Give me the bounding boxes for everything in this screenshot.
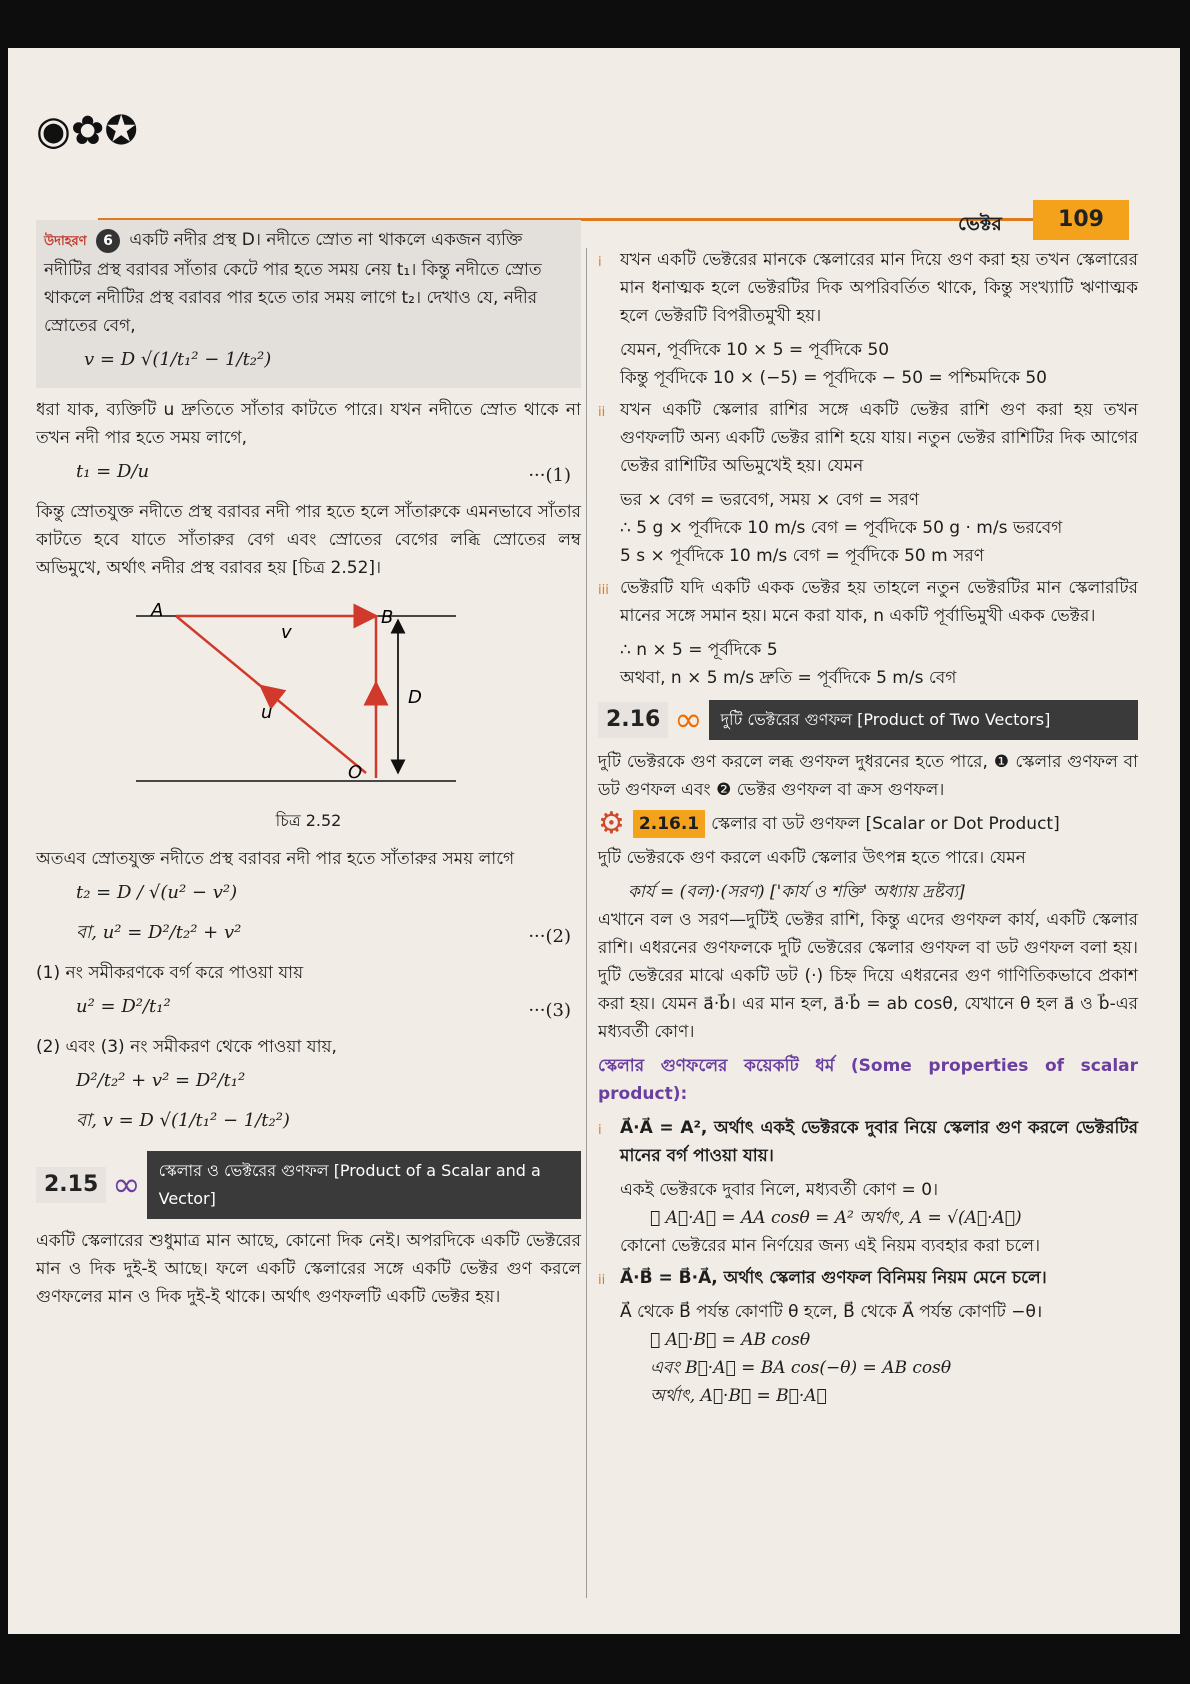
- equation-2: বা, u² = D²/t₂² + v² ···(2): [76, 919, 581, 955]
- work-equation: কার্য = (বল)·(সরণ) ['কার্য ও শক্তি' অধ্যায় দ্রষ্টব্য]: [628, 882, 965, 902]
- equation-1-number: ···(1): [528, 465, 571, 486]
- chapter-title: ভেক্টর: [958, 213, 1002, 235]
- solution-para-5: (2) এবং (3) নং সমীকরণ থেকে পাওয়া যায়,: [36, 1037, 337, 1057]
- item-i-example-1: যেমন, পূর্বদিকে 10 × 5 = পূর্বদিকে 50: [620, 340, 890, 360]
- section-2-15-title: স্কেলার ও ভেক্টরের গুণফল [Product of a Scalar and a Vector]: [147, 1151, 581, 1219]
- section-2-16-1-number: 2.16.1: [633, 810, 705, 838]
- item-marker: i: [598, 1123, 602, 1138]
- item-ii-example-3: 5 s × পূর্বদিকে 10 m/s বেগ = পূর্বদিকে 50 m সরণ: [620, 546, 984, 566]
- prop2-equation-1: ∴ A⃗·B⃗ = AB cosθ: [650, 1330, 811, 1350]
- label-O: O: [348, 762, 363, 783]
- infinity-loop-icon: ∞: [112, 1165, 141, 1205]
- section-2-16-title: দুটি ভেক্টরের গুণফল [Product of Two Vectors]: [709, 700, 1138, 740]
- item-iii-example-1: ∴ n × 5 = পূর্বদিকে 5: [620, 640, 778, 660]
- list-item: ii যখন একটি স্কেলার রাশির সঙ্গে একটি ভেক্টর রাশি গুণ করা হয় তখন গুণফলটি অন্য একটি ভেক্টর রাশি হয়ে যায়। নতুন ভেক্টর রাশিটির দিক আগের ভেক্টর রাশিটির অভিমুখেই হয়। যেমন ভর × বেগ = ভরবেগ, সময় × বেগ = সরণ ∴ 5 g × পূর্বদিকে 10 m/s বেগ = পূর্বদিকে 50 g · m/s ভরবেগ 5 s × পূর্বদিকে 10 m/s বেগ = পূর্বদিকে 50 m সরণ: [598, 396, 1138, 570]
- item-ii-example-1: ভর × বেগ = ভরবেগ, সময় × বেগ = সরণ: [620, 490, 920, 510]
- example-tag: উদাহরণ: [44, 234, 87, 249]
- list-item: i যখন একটি ভেক্টরের মানকে স্কেলারের মান দিয়ে গুণ করা হয় তখন স্কেলারের মান ধনাত্মক হলে ভেক্টরটির দিক অপরিবর্তিত থাকে, কিন্তু সংখ্যাটি ঋণাত্মক হলে ভেক্টরটি বিপরীতমুখী হয়। যেমন, পূর্বদিকে 10 × 5 = পূর্বদিকে 50 কিন্তু পূর্বদিকে 10 × (−5) = পূর্বদিকে − 50 = পশ্চিমদিকে 50: [598, 246, 1138, 392]
- section-2-16-1-p1: দুটি ভেক্টরকে গুণ করলে একটি স্কেলার উৎপন্ন হতে পারে। যেমন: [598, 848, 1026, 868]
- solution-para-4: (1) নং সমীকরণকে বর্গ করে পাওয়া যায়: [36, 963, 304, 983]
- section-2-15-body: একটি স্কেলারের শুধুমাত্র মান আছে, কোনো দিক নেই। অপরদিকে একটি ভেক্টরের মান ও দিক দুই-ই আছে। ফলে একটি স্কেলারের সঙ্গে একটি ভেক্টর গুণ করলে গুণফলের মান ও দিক দুই-ই থাকে। অর্থাৎ গুণফলটি একটি ভেক্টর হয়।: [36, 1231, 581, 1307]
- item-ii-example-2: ∴ 5 g × পূর্বদিকে 10 m/s বেগ = পূর্বদিকে 50 g · m/s ভরবেগ: [620, 518, 1063, 538]
- section-2-16-header: [598, 700, 1138, 740]
- figure-caption: চিত্র 2.52: [275, 811, 342, 830]
- properties-heading: স্কেলার গুণফলের কয়েকটি ধর্ম (Some properties of scalar product):: [598, 1056, 1138, 1104]
- equation-3: u² = D²/t₁² ···(3): [76, 993, 581, 1029]
- solution-para-2: কিন্তু স্রোতযুক্ত নদীতে প্রস্থ বরাবর নদী পার হতে হলে সাঁতারুকে এমনভাবে সাঁতার কাটতে হবে যাতে সাঁতারুর বেগ এবং স্রোতের বেগের লব্ধি স্রোতের লম্ব অভিমুখে, অর্থাৎ নদীর প্রস্থ বরাবর হয় [চিত্র 2.52]।: [36, 502, 581, 578]
- equation-4: D²/t₂² + v² = D²/t₁²: [76, 1070, 246, 1091]
- example-formula: v = D √(1/t₁² − 1/t₂²): [84, 349, 272, 370]
- item-iii-example-2: অথবা, n × 5 m/s দ্রুতি = পূর্বদিকে 5 m/s বেগ: [620, 668, 957, 688]
- item-marker: ii: [598, 405, 606, 420]
- vector-diagram: [36, 588, 581, 803]
- section-2-15-number: 2.15: [36, 1167, 106, 1203]
- solution-para-3: অতএব স্রোতযুক্ত নদীতে প্রস্থ বরাবর নদী পার হতে সাঁতারুর সময় লাগে: [36, 849, 515, 869]
- infinity-loop-icon: ∞: [674, 700, 703, 740]
- example-box: [36, 220, 581, 388]
- item-marker: iii: [598, 583, 609, 598]
- list-item: iii ভেক্টরটি যদি একটি একক ভেক্টর হয় তাহলে নতুন ভেক্টরটির মান স্কেলারটির মানের সঙ্গে সমান হয়। মনে করা যাক, n একটি পূর্বাভিমুখী একক ভেক্টর। ∴ n × 5 = পূর্বদিকে 5 অথবা, n × 5 m/s দ্রুতি = পূর্বদিকে 5 m/s বেগ: [598, 574, 1138, 692]
- book-logo-icon: ◉✿✪: [36, 108, 138, 154]
- equation-5-prefix: বা,: [76, 1110, 97, 1131]
- left-column: [36, 220, 581, 1317]
- prop1-note: একই ভেক্টরকে দুবার নিলে, মধ্যবর্তী কোণ = 0।: [620, 1180, 939, 1200]
- solution-intro: ধরা যাক, ব্যক্তিটি u দ্রুতিতে সাঁতার কাটতে পারে। যখন নদীতে স্রোত থাকে না তখন নদী পার হতে সময় লাগে,: [36, 400, 581, 448]
- item-marker: i: [598, 255, 602, 270]
- prop1-equation: ∴ A⃗·A⃗ = AA cosθ = A² অর্থাৎ, A = √(A⃗·A⃗): [650, 1208, 1022, 1228]
- example-number: 6: [96, 229, 120, 253]
- label-v: v: [281, 622, 292, 643]
- prop1-note-2: কোনো ভেক্টরের মান নির্ণয়ের জন্য এই নিয়ম ব্যবহার করা চলে।: [620, 1236, 1041, 1256]
- section-2-16-1-header: [598, 806, 1138, 841]
- label-B: B: [381, 607, 394, 628]
- figure-2-52: [36, 588, 581, 803]
- list-item: i A⃗·A⃗ = A², অর্থাৎ একই ভেক্টরকে দুবার নিয়ে স্কেলার গুণ করলে ভেক্টরটির মানের বর্গ পাওয়া যায়। একই ভেক্টরকে দুবার নিলে, মধ্যবর্তী কোণ = 0। ∴ A⃗·A⃗ = AA cosθ = A² অর্থাৎ, A = √(A⃗·A⃗) কোনো ভেক্টরের মান নির্ণয়ের জন্য এই নিয়ম ব্যবহার করা চলে।: [598, 1114, 1138, 1260]
- section-2-16-1-p2: এখানে বল ও সরণ—দুটিই ভেক্টর রাশি, কিন্তু এদের গুণফল কার্য, একটি স্কেলার রাশি। এধরনের গুণফলকে দুটি ভেক্টরের স্কেলার গুণফল বা ডট গুণফল বলা হয়। দুটি ভেক্টরের মাঝে একটি ডট (·) চিহ্ন দিয়ে এধরনের গুণ গাণিতিকভাবে প্রকাশ করা হয়। যেমন a⃗·b⃗। এর মান হল, a⃗·b⃗ = ab cosθ, যেখানে θ হল a⃗ ও b⃗-এর মধ্যবর্তী কোণ।: [598, 910, 1138, 1042]
- equation-2-number: ···(2): [528, 926, 571, 947]
- equation-1: t₁ = D/u ···(1): [76, 458, 581, 494]
- section-2-15-header: [36, 1151, 581, 1219]
- gear-icon: ⚙: [598, 806, 625, 841]
- right-column: [598, 246, 1138, 1414]
- item-i-example-2: কিন্তু পূর্বদিকে 10 × (−5) = পূর্বদিকে − 50 = পশ্চিমদিকে 50: [620, 368, 1047, 388]
- page-number: 109: [1033, 200, 1129, 240]
- example-problem: একটি নদীর প্রস্থ D। নদীতে স্রোত না থাকলে একজন ব্যক্তি নদীটির প্রস্থ বরাবর সাঁতার কেটে পার হতে সময় নেয় t₁। কিন্তু নদীতে স্রোত থাকলে নদীটির প্রস্থ বরাবর পার হতে তার সময় লাগে t₂। দেখাও যে, নদীর স্রোতের বেগ,: [44, 230, 542, 336]
- column-divider: [586, 248, 587, 1598]
- section-2-16-number: 2.16: [598, 702, 668, 738]
- prop2-equation-2: এবং B⃗·A⃗ = BA cos(−θ) = AB cosθ: [650, 1358, 952, 1378]
- book-page: [8, 48, 1180, 1634]
- equation-5: বা, v = D √(1/t₁² − 1/t₂²): [76, 1110, 290, 1131]
- section-2-16-1-title: স্কেলার বা ডট গুণফল [Scalar or Dot Product]: [711, 814, 1060, 834]
- prop2-equation-3: অর্থাৎ, A⃗·B⃗ = B⃗·A⃗: [650, 1386, 827, 1406]
- swimmer-velocity-arrow: [261, 686, 276, 698]
- equation-t2: t₂ = D / √(u² − v²): [76, 882, 238, 903]
- label-u: u: [261, 702, 273, 723]
- equation-3-number: ···(3): [528, 1000, 571, 1021]
- equation-2-prefix: বা,: [76, 922, 97, 943]
- label-A: A: [151, 600, 164, 621]
- section-2-16-intro: দুটি ভেক্টরকে গুণ করলে লব্ধ গুণফল দুধরনের হতে পারে, ❶ স্কেলার গুণফল বা ডট গুণফল এবং ❷ ভেক্টর গুণফল বা ক্রস গুণফল।: [598, 752, 1138, 800]
- item-marker: ii: [598, 1273, 606, 1288]
- label-D: D: [408, 687, 422, 708]
- list-item: ii A⃗·B⃗ = B⃗·A⃗, অর্থাৎ স্কেলার গুণফল বিনিময় নিয়ম মেনে চলে। A⃗ থেকে B⃗ পর্যন্ত কোণটি θ হলে, B⃗ থেকে A⃗ পর্যন্ত কোণটি −θ। ∴ A⃗·B⃗ = AB cosθ এবং B⃗·A⃗ = BA cos(−θ) = AB cosθ অর্থাৎ, A⃗·B⃗ = B⃗·A⃗: [598, 1264, 1138, 1410]
- prop2-note: A⃗ থেকে B⃗ পর্যন্ত কোণটি θ হলে, B⃗ থেকে A⃗ পর্যন্ত কোণটি −θ।: [620, 1302, 1043, 1322]
- page-header: [8, 48, 1180, 235]
